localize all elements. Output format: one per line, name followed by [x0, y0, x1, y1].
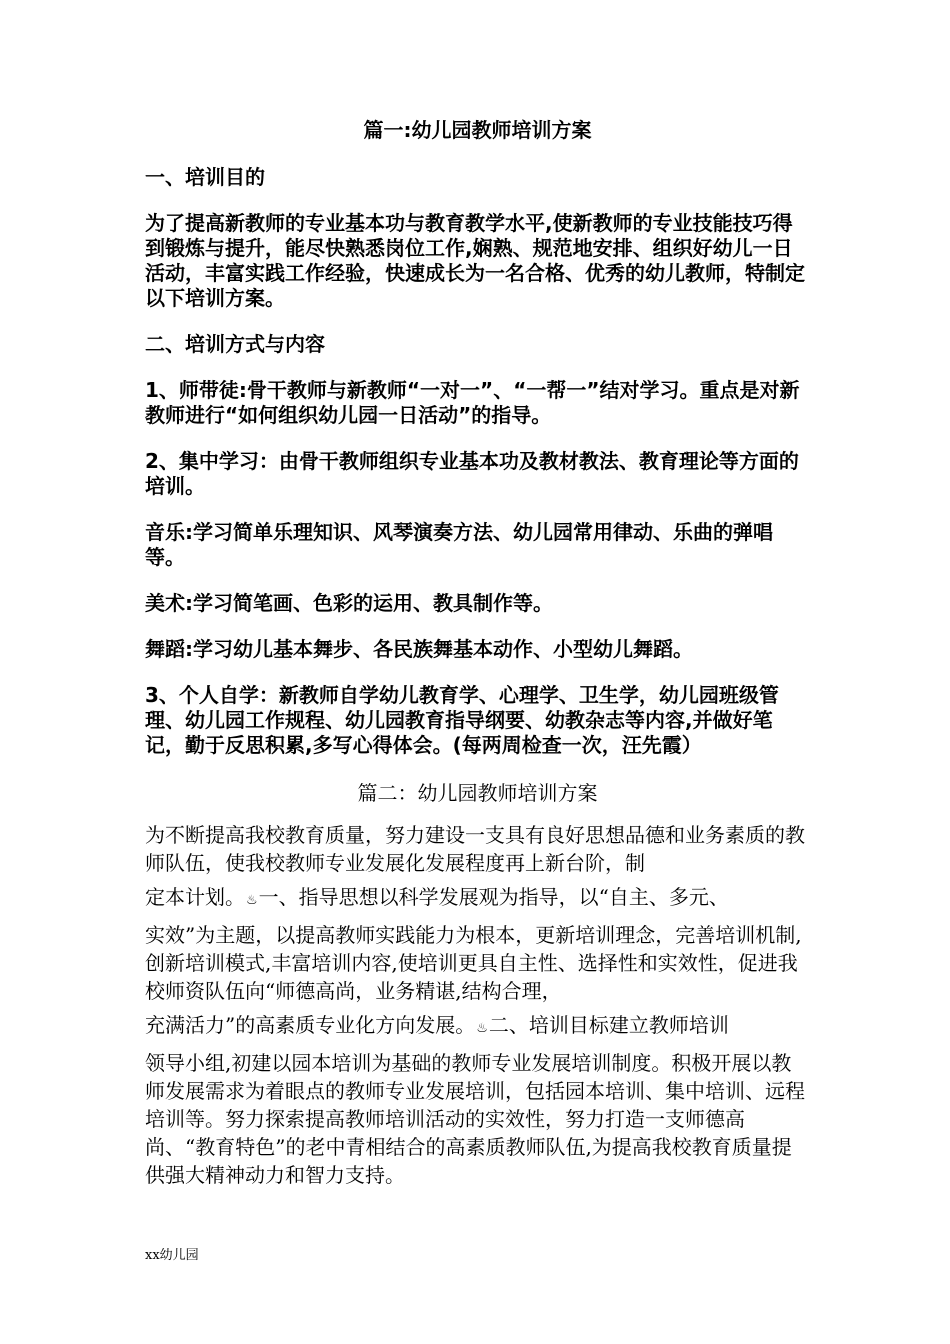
section-mark-icon: ♨ [246, 893, 258, 908]
part1-heading-methods: 二、培训方式与内容 [145, 332, 325, 356]
part2-text-goals-heading: 二、培训目标建立教师培训 [488, 1013, 729, 1037]
part2-paragraph-leadership: 领导小组,初建以园本培训为基础的教师专业发展培训制度。积极开展以教师发展需求为着眼点的教师专业发展培训，包括园本培训、集中培训、远程培训等。努力探索提高教师培训活动的实效性，努力打造一支师德高尚、“教育特色”的老中青相结合的高素质教师队伍,为提高我校教育质量提供强大精神动力和智力支持。 [145, 1051, 805, 1187]
part2-paragraph-goals [145, 1011, 810, 1043]
part1-heading-purpose: 一、培训目的 [145, 165, 265, 189]
part1-paragraph-dance: 舞蹈:学习幼儿基本舞步、各民族舞基本动作、小型幼儿舞蹈。 [145, 637, 693, 661]
part2-text-guiding-heading: 一、指导思想以科学发展观为指导，以“自主、多元、 [258, 885, 729, 909]
part2-paragraph-intro: 为不断提高我校教育质量，努力建设一支具有良好思想品德和业务素质的教师队伍，使我校教师专业发展化发展程度再上新台阶，制 [145, 823, 805, 875]
section-mark-icon: ♨ [476, 1021, 488, 1036]
part1-paragraph-purpose: 为了提高新教师的专业基本功与教育教学水平,使新教师的专业技能技巧得到锻炼与提升，能尽快熟悉岗位工作,娴熟、规范地安排、组织好幼儿一日活动，丰富实践工作经验，快速成长为一名合格、优秀的幼儿教师，特制定以下培训方案。 [145, 211, 805, 310]
page-footer: xx幼儿园 [145, 1248, 199, 1263]
part1-paragraph-mentoring: 1、师带徒:骨干教师与新教师“一对一”、“一帮一”结对学习。重点是对新教师进行“如何组织幼儿园一日活动”的指导。 [145, 378, 800, 427]
part1-title: 篇一:幼儿园教师培训方案 [363, 118, 592, 142]
part2-title: 篇二：幼儿园教师培训方案 [357, 781, 598, 805]
part1-paragraph-self-study: 3、个人自学：新教师自学幼儿教育学、心理学、卫生学，幼儿园班级管理、幼儿园工作规程、幼儿园教育指导纲要、幼教杂志等内容,并做好笔记，勤于反思积累,多写心得体会。(每两周检查一次，汪先霞） [145, 683, 779, 757]
part2-body [145, 821, 810, 1189]
part2-paragraph-theme: 实效”为主题，以提高教师实践能力为根本，更新培训理念，完善培训机制,创新培训模式,丰富培训内容,使培训更具自主性、选择性和实效性，促进我校师资队伍向“师德高尚，业务精谌,结构合理， [145, 923, 802, 1003]
part2-text-plan: 定本计划。 [145, 885, 245, 909]
part1-paragraph-music: 音乐:学习简单乐理知识、风琴演奏方法、幼儿园常用律动、乐曲的弹唱等。 [145, 520, 773, 569]
part2-paragraph-guiding [145, 883, 810, 915]
part1-paragraph-group-study: 2、集中学习：由骨干教师组织专业基本功及教材教法、教育理论等方面的培训。 [145, 449, 799, 498]
part2-text-vitality: 充满活力”的高素质专业化方向发展。 [145, 1013, 476, 1037]
document-page [145, 118, 810, 1195]
part1-paragraph-art: 美术:学习简笔画、色彩的运用、教具制作等。 [145, 591, 553, 615]
